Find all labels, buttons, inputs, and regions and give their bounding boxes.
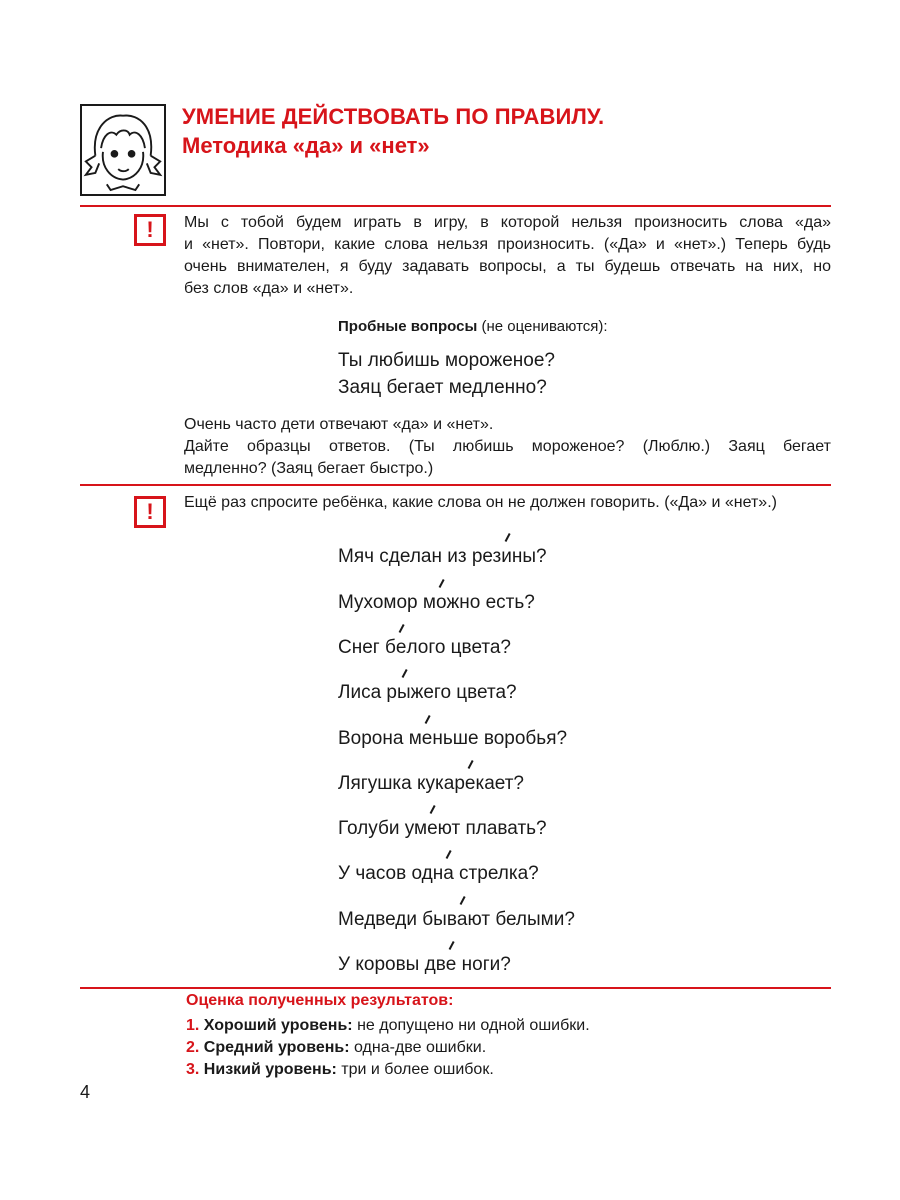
stress-mark: и (501, 544, 512, 570)
section-divider (80, 987, 831, 989)
girl-portrait-icon (80, 104, 166, 196)
intro-line: и «нет». Повтори, какие слова нельзя произносить. («Да» и «нет».) Теперь будь (184, 236, 831, 253)
stress-mark: е (465, 771, 476, 797)
test-question: Голуби умеют плавать? (338, 816, 547, 842)
intro-line: очень внимателен, я буду задавать вопросы, а ты будешь отвечать на них, но (184, 258, 831, 275)
stress-mark: е (446, 952, 457, 978)
test-question: У часов одна стрелка? (338, 861, 539, 887)
intro-paragraph (184, 212, 831, 300)
test-question: Ворона меньше воробья? (338, 726, 567, 752)
note-paragraph (184, 414, 831, 480)
note-line: Дайте образцы ответов. (Ты любишь мороженое? (Люблю.) Заяц бегает (184, 438, 831, 455)
trial-question: Заяц бегает медленно? (338, 377, 547, 398)
trial-label-bold: Пробные вопросы (338, 318, 478, 335)
page-subtitle: Методика «да» и «нет» (182, 133, 430, 158)
intro-line: без слов «да» и «нет». (184, 280, 354, 297)
stress-mark: ы (397, 680, 411, 706)
section-divider (80, 484, 831, 486)
trial-questions-label (338, 318, 608, 335)
result-item: 2. Средний уровень: одна-две ошибки. (186, 1039, 487, 1056)
page-number: 4 (80, 1082, 91, 1102)
intro-line: Мы с тобой будем играть в игру, в которой нельзя произносить слова «да» (184, 214, 831, 231)
test-question: Мяч сделан из резины? (338, 544, 547, 570)
result-item: 1. Хороший уровень: не допущено ни одной ошибки. (186, 1017, 590, 1034)
stress-mark: е (396, 635, 407, 661)
test-question: У коровы две ноги? (338, 952, 511, 978)
instruction-paragraph (184, 492, 831, 514)
girl-face-drawing (82, 106, 164, 194)
note-line: Очень часто дети отвечают «да» и «нет». (184, 416, 494, 433)
instruction-line: Ещё раз спросите ребёнка, какие слова он не должен говорить. («Да» и «нет».) (184, 494, 777, 511)
test-question: Лягушка кукарекает? (338, 771, 524, 797)
trial-question: Ты любишь мороженое? (338, 350, 555, 371)
test-question: Мухомор можно есть? (338, 590, 535, 616)
note-line: медленно? (Заяц бегает быстро.) (184, 460, 434, 477)
stress-mark: а (457, 907, 468, 933)
stress-mark: е (422, 726, 433, 752)
trial-label-note: (не оцениваются): (477, 318, 608, 335)
exclamation-icon: ! (134, 214, 166, 246)
stress-mark: е (427, 816, 438, 842)
stress-mark: а (443, 861, 454, 887)
exclamation-icon: ! (134, 496, 166, 528)
page-title: УМЕНИЕ ДЕЙСТВОВАТЬ ПО ПРАВИЛУ. (182, 104, 605, 129)
results-title: Оценка полученных результатов: (186, 992, 454, 1009)
stress-mark: о (436, 590, 447, 616)
test-question: Медведи бывают белыми? (338, 907, 575, 933)
test-question: Снег белого цвета? (338, 635, 511, 661)
section-divider (80, 205, 831, 207)
result-item: 3. Низкий уровень: три и более ошибок. (186, 1061, 494, 1078)
test-question: Лиса рыжего цвета? (338, 680, 517, 706)
